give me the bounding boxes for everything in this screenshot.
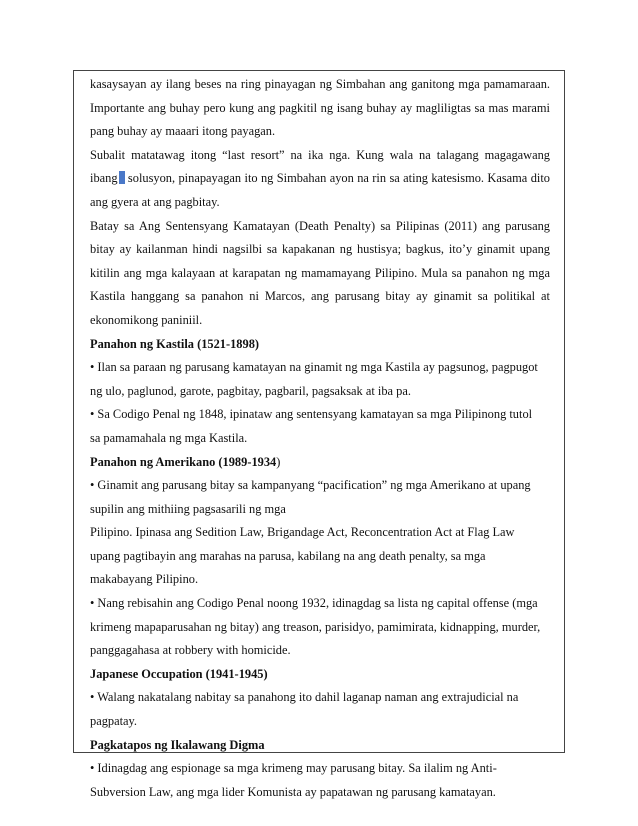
bullet-kastila-1: • Ilan sa paraan ng parusang kamatayan na ginamit ng mga Kastila ay pagsunog, pagpugot [90,360,538,375]
text-line-10: Kastila hanggang sa panahon ni Marcos, ang parusang bitay ay ginamit sa politikal at [90,289,550,304]
bullet-digma-1-cont: Subversion Law, ang mga lider Komunista ay papatawan ng parusang kamatayan. [90,784,496,799]
section-heading-amerikano-text: Panahon ng Amerikano (1989-1934 [90,454,277,469]
bullet-japanese-1-cont: pagpatay. [90,714,138,729]
bullet-amerikano-1-cont-3: upang pagtibayin ang marahas na parusa, kabilang na ang death penalty, sa mga [90,548,486,563]
bullet-amerikano-1-cont: supilin ang mithiing pagsasarili ng mga [90,501,286,516]
bullet-kastila-1-cont: ng ulo, paglunod, garote, pagbitay, pagbaril, pagsaksak at iba pa. [90,383,411,398]
document-body [90,73,550,804]
bullet-digma-1: • Idinagdag ang espionage sa mga krimeng may parusang bitay. Sa ilalim ng Anti- [90,761,497,776]
text-line-4: Subalit matatawag itong “last resort” na ika nga. Kung wala na talagang magagawang [90,147,550,162]
bullet-amerikano-1-cont-4: makabayang Pilipino. [90,572,199,587]
section-heading-amerikano [90,451,550,475]
bullet-kastila-2: • Sa Codigo Penal ng 1848, ipinataw ang sentensyang kamatayan sa mga Pilipinong tutol [90,407,533,422]
bullet-amerikano-1: • Ginamit ang parusang bitay sa kampanyang “pacification” ng mga Amerikano at upang [90,478,531,493]
text-line-9: kitilin ang mga kalayaan at karapatan ng mamamayang Pilipino. Mula sa panahon ng mga [90,265,550,280]
text-line-5-rest: solusyon, pinapayagan ito ng Simbahan ayon na rin sa ating katesismo. Kasama dito [124,171,550,186]
bullet-amerikano-2-cont: krimeng mapaparusahan ng bitay) ang treason, parisidyo, pamimirata, kidnapping, murder, [90,619,541,634]
text-line-8: bitay ay kailanman hindi nagsilbi sa kapakanan ng hustisya; bagkus, ito’y ginamit upang [90,242,550,257]
text-line-2: Importante ang buhay pero kung ang pagkitil ng isang buhay ay magliligtas sa mas marami [90,100,550,115]
bullet-kastila-2-cont: sa pamamahala ng mga Kastila. [90,430,248,445]
bullet-japanese-1: • Walang nakatalang nabitay sa panahong ito dahil laganap naman ang extrajudicial na [90,690,519,705]
text-line-5-start: ibang [90,171,118,186]
text-line-11: ekonomikong paniniil. [90,312,203,327]
bullet-amerikano-2-cont-2: panggagahasa at robbery with homicide. [90,643,291,658]
text-line-5 [90,167,550,191]
bullet-amerikano-2: • Nang rebisahin ang Codigo Penal noong 1932, idinagdag sa lista ng capital offense (mga [90,596,538,611]
section-heading-japanese: Japanese Occupation (1941-1945) [90,666,268,681]
text-line-7: Batay sa Ang Sentensyang Kamatayan (Death Penalty) sa Pilipinas (2011) ang parusang [90,218,550,233]
text-line-3: pang buhay ay maaari itong payagan. [90,124,276,139]
text-line-6: ang gyera at ang pagbitay. [90,194,220,209]
text-line-1: kasaysayan ay ilang beses na ring pinayagan ng Simbahan ang ganitong mga pamamaraan. [90,77,550,91]
bullet-amerikano-1-cont-2: Pilipino. Ipinasa ang Sedition Law, Brigandage Act, Reconcentration Act at Flag Law [90,525,515,540]
section-heading-kastila: Panahon ng Kastila (1521-1898) [90,336,260,351]
section-heading-ikalawang-digma: Pagkatapos ng Ikalawang Digma [90,737,265,752]
section-heading-amerikano-paren: ) [276,454,281,469]
